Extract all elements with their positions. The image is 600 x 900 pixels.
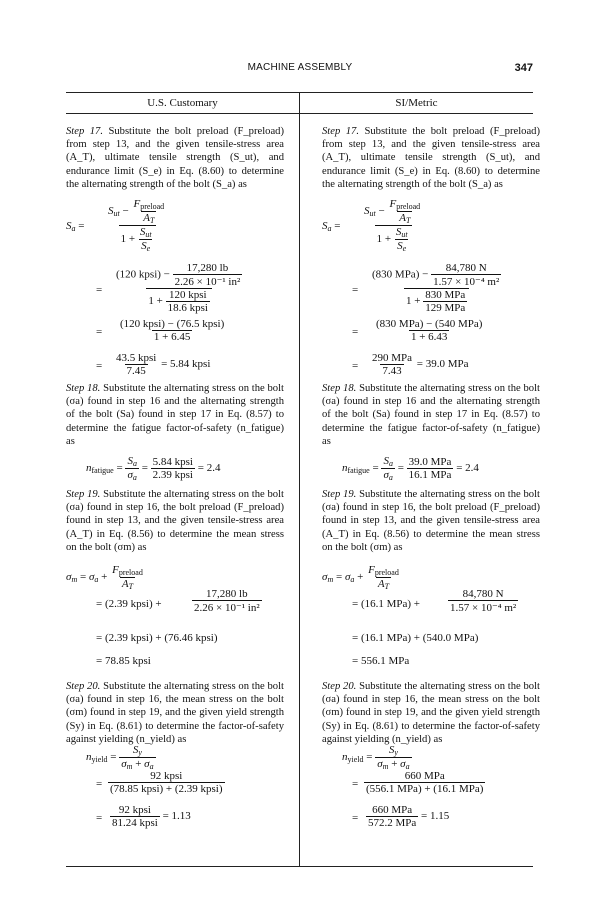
eq20-definition: $n_{yield}$ = $\frac{S_y}{\sigma_m + \sigma_a}$ <box>342 744 410 771</box>
eq17-result-value: = 39.0 MPa <box>416 358 469 371</box>
eq18-numerator: 5.84 kpsi <box>152 456 193 468</box>
eq17-one-plus: 1 + <box>148 295 163 308</box>
eq17-definition: $S_a$ = $S_{ut}$ − $\frac{F_{preload}}{A_T}$ 1 + $\frac{S_{ut}}{S_e}$ <box>322 198 421 253</box>
eq17-sut-term: (120 kpsi) − <box>116 268 170 281</box>
step19-label: Step 19. <box>66 489 101 500</box>
eq19-definition: $\sigma_m = \sigma_a$ + $\frac{F_{preload}}{A_T}$ <box>66 564 143 591</box>
step20-label: Step 20. <box>66 681 101 692</box>
eq17-line4-denominator: 7.43 <box>382 365 402 377</box>
eq17-line4-numerator: 290 MPa <box>372 352 413 364</box>
eq17-line4-denominator: 7.45 <box>126 365 146 377</box>
step20-text: Substitute the alternating stress on the bolt (σa) found in step 16, the mean stress on the bolt (σm) found in step 19, and the given yield strength (Sy) in Eq. (8.61) to determine the factor-of-safety against yielding (n_yield) as <box>322 681 540 745</box>
step19-label: Step 19. <box>322 489 357 500</box>
eq19-result: = 556.1 MPa <box>352 655 410 667</box>
page-header <box>0 62 600 76</box>
step20-paragraph <box>322 680 540 746</box>
step18-text: Substitute the alternating stress on the bolt (σa) found in step 16 and the alternating strength of the bolt (Sa) found in step 17 in Eq. (8.57) to determine the fatigue factor-of-safety (n_fatigue) as <box>66 383 284 447</box>
step18-paragraph <box>322 382 540 448</box>
eq17-line4-numerator: 43.5 kpsi <box>116 352 157 364</box>
eq20-line2-numerator: 660 MPa <box>404 770 445 782</box>
eq19-denominator: 1.57 × 10⁻⁴ m² <box>450 602 517 614</box>
eq20-line2-denominator: (556.1 MPa) + (16.1 MPa) <box>366 783 484 795</box>
eq17-area: 2.26 × 10⁻¹ in² <box>174 276 241 288</box>
eq19-result: = 78.85 kpsi <box>96 655 151 667</box>
eq20-line3-numerator: 660 MPa <box>372 804 413 816</box>
step20-text: Substitute the alternating stress on the bolt (σa) found in step 16, the mean stress on the bolt (σm) found in step 19, and the given yield strength (Sy) in Eq. (8.61) to determine the factor-of-safety against yielding (n_yield) as <box>66 681 284 745</box>
eq18-denominator: 2.39 kpsi <box>152 469 193 481</box>
eq19-numerator: 17,280 lb <box>206 588 248 600</box>
eq20-line3-denominator: 572.2 MPa <box>368 817 417 829</box>
eq17-se: 18.6 kpsi <box>167 302 208 314</box>
eq17-line3-denominator: 1 + 6.45 <box>153 331 191 343</box>
step18-label: Step 18. <box>66 383 101 394</box>
eq18-result: = 2.4 <box>456 462 479 475</box>
eq20-result: = $\frac{\text{92 kpsi}}{\text{81.24 kpsi}}$ = 1.13 <box>96 804 191 829</box>
step18-label: Step 18. <box>322 383 357 394</box>
eq20-line2-numerator: 92 kpsi <box>150 770 183 782</box>
eq17-se: 129 MPa <box>425 302 466 314</box>
eq19-sum: = (16.1 MPa) + (540.0 MPa) <box>352 632 479 644</box>
eq18-denominator: 16.1 MPa <box>408 469 452 481</box>
eq19-substitution <box>322 588 540 622</box>
step17-paragraph <box>322 125 540 191</box>
eq17-definition: $S_a$ = $S_{ut}$ − $\frac{F_{preload}}{A_T}$ 1 + $\frac{S_{ut}}{S_e}$ <box>66 198 165 253</box>
eq17-area: 1.57 × 10⁻⁴ m² <box>433 276 500 288</box>
eq20-result: = $\frac{\text{660 MPa}}{\text{572.2 MPa}}$ = 1.15 <box>352 804 450 829</box>
eq19-substitution <box>66 588 284 622</box>
eq19-sum: = (2.39 kpsi) + (76.46 kpsi) <box>96 632 218 644</box>
eq20-result-value: = 1.13 <box>162 810 191 823</box>
step20-label: Step 20. <box>322 681 357 692</box>
eq17-sut: 120 kpsi <box>168 289 207 301</box>
eq20-line2-denominator: (78.85 kpsi) + (2.39 kpsi) <box>110 783 223 795</box>
eq17-simplified: = $\frac{\text{(830 MPa) − (540 MPa)}}{1 + 6.43}$ <box>352 318 483 343</box>
step18-paragraph <box>66 382 284 448</box>
step17-label: Step 17. <box>66 126 103 137</box>
step20-paragraph <box>66 680 284 746</box>
step19-paragraph <box>66 488 284 554</box>
eq18-fatigue-factor: $n_{fatigue}$ = $\frac{S_a}{\sigma_a}$ = $\frac{\text{5.84 kpsi}}{\text{2.39 kpsi}}$ = 2.4 <box>86 455 221 482</box>
eq17-substitution: = (120 kpsi) − $\frac{17,280 lb}{\text{2.26 × 10⁻¹ in²}}$ 1 + $\frac{\text{120 kpsi}}{\text{18.6 kpsi}}$ <box>96 262 241 314</box>
step18-text: Substitute the alternating stress on the bolt (σa) found in step 16 and the alternating strength of the bolt (Sa) found in step 17 in Eq. (8.57) to determine the fatigue factor-of-safety (n_fatigue) as <box>322 383 540 447</box>
step17-text: Substitute the bolt preload (F_preload) from step 13, and the given tensile-stress area (A_T), ultimate tensile strength (S_ut), and endurance limit (S_e) in Eq. (8.60) to determine the alternating strength of the bolt (S_a) as <box>322 126 540 190</box>
eq20-substitution: = $\frac{\text{660 MPa}}{\text{(556.1 MPa) + (16.1 MPa)}}$ <box>352 770 484 795</box>
eq17-result: = $\frac{\text{290 MPa}}{7.43}$ = 39.0 MPa <box>352 352 469 377</box>
eq17-line3-numerator: (120 kpsi) − (76.5 kpsi) <box>120 318 225 330</box>
eq20-definition: $n_{yield}$ = $\frac{S_y}{\sigma_m + \sigma_a}$ <box>86 744 154 771</box>
eq17-result: = $\frac{\text{43.5 kpsi}}{7.45}$ = 5.84 kpsi <box>96 352 211 377</box>
eq18-result: = 2.4 <box>197 462 221 475</box>
eq18-fatigue-factor: $n_{fatigue}$ = $\frac{S_a}{\sigma_a}$ = $\frac{\text{39.0 MPa}}{\text{16.1 MPa}}$ = 2.4 <box>342 455 479 482</box>
step17-paragraph <box>66 125 284 191</box>
step19-paragraph <box>322 488 540 554</box>
eq17-sut: 830 MPa <box>425 289 466 301</box>
eq17-simplified: = $\frac{\text{(120 kpsi) − (76.5 kpsi)}}{1 + 6.45}$ <box>96 318 225 343</box>
column-divider <box>299 93 300 866</box>
step17-label: Step 17. <box>322 126 359 137</box>
column-header-si: SI/Metric <box>395 97 438 109</box>
eq19-lead: = (2.39 kpsi) + <box>96 598 162 610</box>
eq20-line3-denominator: 81.24 kpsi <box>112 817 158 829</box>
eq17-one-plus: 1 + <box>406 295 421 308</box>
eq19-definition: $\sigma_m = \sigma_a$ + $\frac{F_{preload}}{A_T}$ <box>322 564 399 591</box>
eq19-lead: = (16.1 MPa) + <box>352 598 421 610</box>
eq20-result-value: = 1.15 <box>421 810 450 823</box>
eq20-substitution: = $\frac{\text{92 kpsi}}{\text{(78.85 kpsi) + (2.39 kpsi)}}$ <box>96 770 223 795</box>
eq17-sut-term: (830 MPa) − <box>372 268 429 281</box>
step17-text: Substitute the bolt preload (F_preload) from step 13, and the given tensile-stress area (A_T), ultimate tensile strength (S_ut), and endurance limit (S_e) in Eq. (8.60) to determine the alternating strength of the bolt (S_a) as <box>66 126 284 190</box>
eq19-denominator: 2.26 × 10⁻¹ in² <box>194 602 260 614</box>
step19-text: Substitute the alternating stress on the bolt (σa) found in step 16, the bolt preload (F_preload) found in step 13, and the given tensile-stress area (A_T) in Eq. (8.56) to determine the mean stress on the bolt (σm) as <box>322 489 540 553</box>
eq17-line3-numerator: (830 MPa) − (540 MPa) <box>376 318 483 330</box>
running-title: MACHINE ASSEMBLY <box>247 62 353 73</box>
page-number: 347 <box>514 62 533 74</box>
eq20-line3-numerator: 92 kpsi <box>118 804 151 816</box>
step19-text: Substitute the alternating stress on the bolt (σa) found in step 16, the bolt preload (F_preload) found in step 13, and the given tensile-stress area (A_T) in Eq. (8.56) to determine the mean stress on the bolt (σm) as <box>66 489 284 553</box>
column-header-us: U.S. Customary <box>147 97 218 109</box>
eq17-line3-denominator: 1 + 6.43 <box>410 331 448 343</box>
eq18-numerator: 39.0 MPa <box>408 456 452 468</box>
eq17-force: 17,280 lb <box>186 262 229 274</box>
eq17-result-value: = 5.84 kpsi <box>161 358 211 371</box>
eq17-substitution: = (830 MPa) − $\frac{84,780 N}{\text{1.57 × 10⁻⁴ m²}}$ 1 + $\frac{\text{830 MPa}}{\text{129 MPa}}$ <box>352 262 500 314</box>
eq19-numerator: 84,780 N <box>462 588 504 600</box>
eq17-force: 84,780 N <box>445 262 487 274</box>
